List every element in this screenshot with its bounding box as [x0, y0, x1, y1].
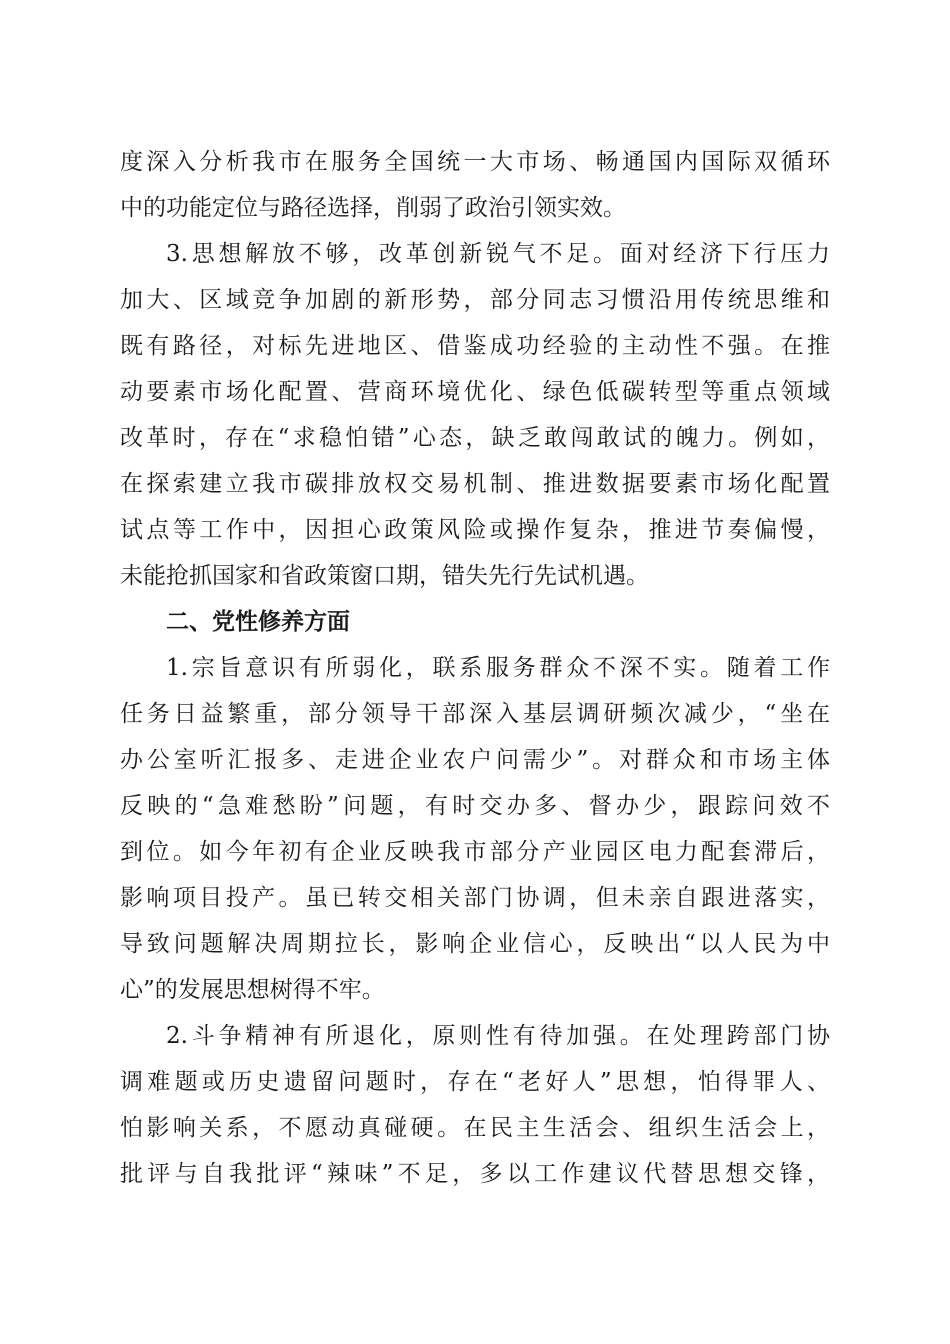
text-line: 加大、区域竞争加剧的新形势，部分同志习惯沿用传统思维和: [120, 287, 830, 313]
paragraph-start-line: 3.思想解放不够，改革创新锐气不足。面对经济下行压力: [166, 241, 830, 267]
text-line: 未能抢抓国家和省政策窗口期，错失先行先试机遇。: [120, 563, 649, 589]
text-line: 导致问题解决周期拉长，影响企业信心，反映出“以人民为中: [120, 931, 830, 957]
text-line: 反映的“急难愁盼”问题，有时交办多、督办少，跟踪问效不: [120, 793, 830, 819]
text-line: 改革时，存在“求稳怕错”心态，缺乏敢闯敢试的魄力。例如，: [120, 425, 830, 451]
text-line: 试点等工作中，因担心政策风险或操作复杂，推进节奏偏慢，: [120, 517, 830, 543]
text-line: 办公室听汇报多、走进企业农户问需少”。对群众和市场主体: [120, 747, 830, 773]
text-line: 影响项目投产。虽已转交相关部门协调，但未亲自跟进落实，: [120, 885, 830, 911]
section-heading: 二、党性修养方面: [166, 609, 350, 635]
text-line: 到位。如今年初有企业反映我市部分产业园区电力配套滞后，: [120, 839, 830, 865]
document-body: [120, 139, 830, 1197]
text-line: 中的功能定位与路径选择，削弱了政治引领实效。: [120, 195, 626, 221]
paragraph-start-line: 2.斗争精神有所退化，原则性有待加强。在处理跨部门协: [166, 1023, 830, 1049]
text-line: 在探索建立我市碳排放权交易机制、推进数据要素市场化配置: [120, 471, 830, 497]
text-line: 既有路径，对标先进地区、借鉴成功经验的主动性不强。在推: [120, 333, 830, 359]
text-line: 任务日益繁重，部分领导干部深入基层调研频次减少，“坐在: [120, 701, 830, 727]
text-line: 动要素市场化配置、营商环境优化、绿色低碳转型等重点领域: [120, 379, 830, 405]
text-line: 度深入分析我市在服务全国统一大市场、畅通国内国际双循环: [120, 149, 830, 175]
text-line: 调难题或历史遗留问题时，存在“老好人”思想，怕得罪人、: [120, 1069, 830, 1095]
text-line: 怕影响关系，不愿动真碰硬。在民主生活会、组织生活会上，: [120, 1115, 830, 1141]
text-line: 心”的发展思想树得不牢。: [120, 977, 385, 1003]
paragraph-start-line: 1.宗旨意识有所弱化，联系服务群众不深不实。随着工作: [166, 655, 830, 681]
text-line: 批评与自我批评“辣味”不足，多以工作建议代替思想交锋，: [120, 1161, 830, 1187]
